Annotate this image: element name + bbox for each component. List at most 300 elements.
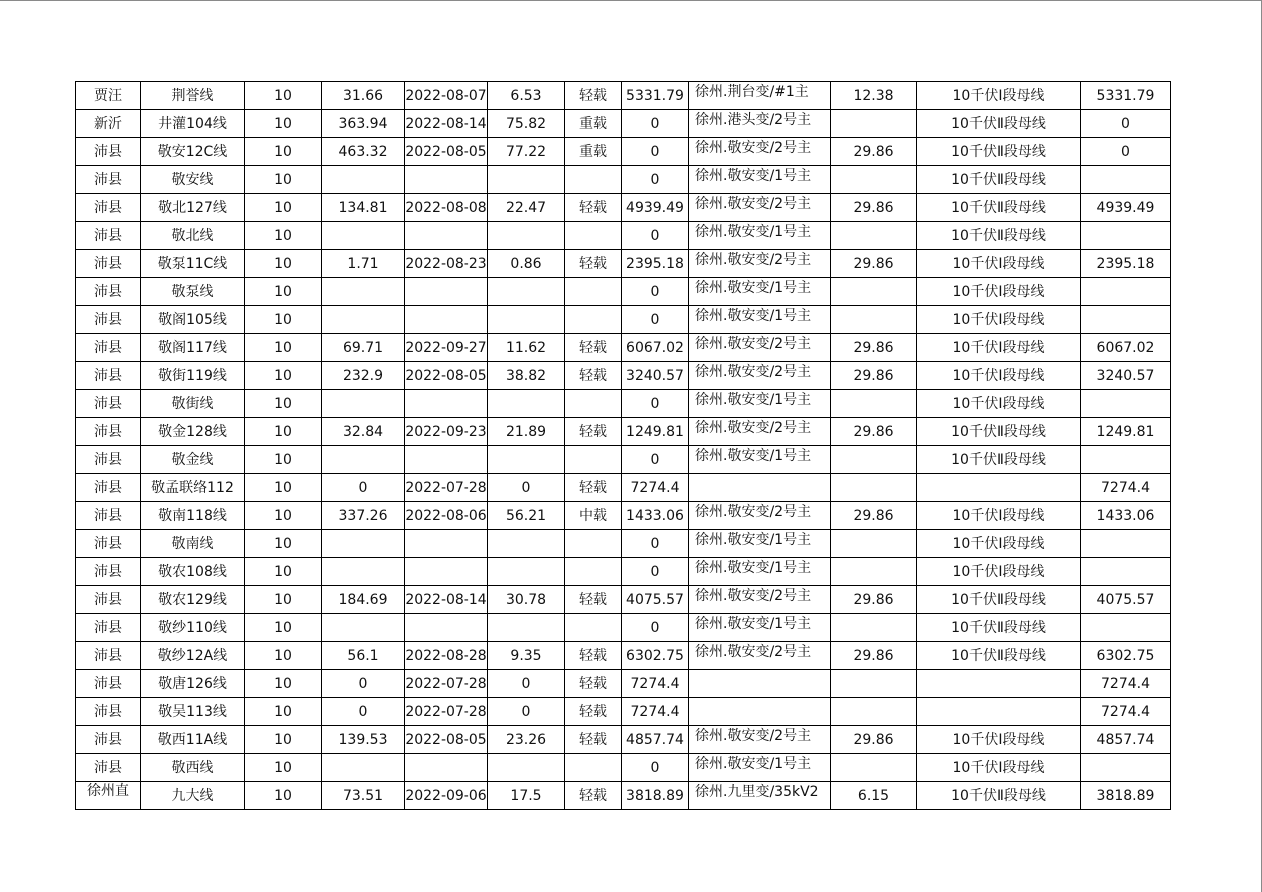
- line-name-cell: 敬安线: [141, 166, 245, 194]
- max-load-cell: 134.81: [322, 194, 405, 222]
- available-capacity-cell: 1433.06: [1081, 502, 1171, 530]
- max-load-cell: [322, 614, 405, 642]
- voltage-cell: 10: [245, 614, 322, 642]
- main-transformer-rate-cell: [831, 166, 917, 194]
- voltage-cell: 10: [245, 82, 322, 110]
- load-rate-cell: 56.21: [488, 502, 565, 530]
- main-transformer-rate-cell: 29.86: [831, 362, 917, 390]
- line-name-cell: 井灌104线: [141, 110, 245, 138]
- main-transformer-rate-cell: [831, 530, 917, 558]
- bus-section-cell: 10千伏Ⅰ段母线: [917, 390, 1081, 418]
- capacity-cell: 0: [622, 558, 689, 586]
- capacity-cell: 3818.89: [622, 782, 689, 810]
- date-cell: [405, 530, 488, 558]
- capacity-cell: 2395.18: [622, 250, 689, 278]
- bus-section-cell: 10千伏Ⅱ段母线: [917, 446, 1081, 474]
- load-status-cell: 轻载: [565, 670, 622, 698]
- load-status-cell: 轻载: [565, 82, 622, 110]
- county-cell: 沛县: [76, 362, 141, 390]
- source-transformer-cell: 徐州.敬安变/1号主: [689, 530, 831, 558]
- line-name-cell: 敬纱12A线: [141, 642, 245, 670]
- capacity-cell: 0: [622, 306, 689, 334]
- capacity-cell: 7274.4: [622, 474, 689, 502]
- max-load-cell: 184.69: [322, 586, 405, 614]
- bus-section-cell: 10千伏Ⅱ段母线: [917, 194, 1081, 222]
- line-name-cell: 敬金128线: [141, 418, 245, 446]
- available-capacity-cell: 6302.75: [1081, 642, 1171, 670]
- line-name-cell: 敬阁105线: [141, 306, 245, 334]
- capacity-cell: 0: [622, 530, 689, 558]
- date-cell: [405, 558, 488, 586]
- bus-section-cell: 10千伏Ⅱ段母线: [917, 782, 1081, 810]
- load-rate-cell: 0: [488, 670, 565, 698]
- load-status-cell: [565, 278, 622, 306]
- available-capacity-cell: 7274.4: [1081, 474, 1171, 502]
- available-capacity-cell: [1081, 222, 1171, 250]
- source-transformer-cell: 徐州.敬安变/2号主: [689, 362, 831, 390]
- capacity-cell: 4939.49: [622, 194, 689, 222]
- voltage-cell: 10: [245, 754, 322, 782]
- county-cell: 沛县: [76, 278, 141, 306]
- line-name-cell: 敬泵线: [141, 278, 245, 306]
- max-load-cell: 56.1: [322, 642, 405, 670]
- load-rate-cell: 30.78: [488, 586, 565, 614]
- source-transformer-cell: 徐州.荆台变/#1主: [689, 82, 831, 110]
- load-rate-cell: 0: [488, 474, 565, 502]
- line-name-cell: 敬西线: [141, 754, 245, 782]
- line-name-cell: 敬南118线: [141, 502, 245, 530]
- capacity-cell: 1433.06: [622, 502, 689, 530]
- load-status-cell: 轻载: [565, 334, 622, 362]
- table-row: [76, 670, 1171, 698]
- table-row: [76, 166, 1171, 194]
- main-transformer-rate-cell: [831, 474, 917, 502]
- max-load-cell: [322, 558, 405, 586]
- max-load-cell: [322, 306, 405, 334]
- county-cell: 沛县: [76, 194, 141, 222]
- max-load-cell: 69.71: [322, 334, 405, 362]
- table-row: [76, 194, 1171, 222]
- table-row: [76, 782, 1171, 810]
- available-capacity-cell: 7274.4: [1081, 670, 1171, 698]
- table-row: [76, 726, 1171, 754]
- table-row: [76, 138, 1171, 166]
- capacity-cell: 0: [622, 138, 689, 166]
- county-cell: 沛县: [76, 586, 141, 614]
- table-row: [76, 250, 1171, 278]
- max-load-cell: 363.94: [322, 110, 405, 138]
- date-cell: [405, 446, 488, 474]
- max-load-cell: 31.66: [322, 82, 405, 110]
- table-row: [76, 558, 1171, 586]
- available-capacity-cell: [1081, 306, 1171, 334]
- feeder-table: [75, 81, 1171, 810]
- main-transformer-rate-cell: 29.86: [831, 250, 917, 278]
- main-transformer-rate-cell: [831, 306, 917, 334]
- available-capacity-cell: [1081, 754, 1171, 782]
- available-capacity-cell: [1081, 390, 1171, 418]
- source-transformer-cell: 徐州.敬安变/2号主: [689, 194, 831, 222]
- available-capacity-cell: [1081, 558, 1171, 586]
- bus-section-cell: 10千伏Ⅱ段母线: [917, 110, 1081, 138]
- load-rate-cell: 75.82: [488, 110, 565, 138]
- county-cell: 沛县: [76, 222, 141, 250]
- date-cell: 2022-08-28: [405, 642, 488, 670]
- max-load-cell: 0: [322, 698, 405, 726]
- county-cell: 沛县: [76, 726, 141, 754]
- line-name-cell: 敬南线: [141, 530, 245, 558]
- max-load-cell: 0: [322, 670, 405, 698]
- load-rate-cell: 0: [488, 698, 565, 726]
- capacity-cell: 4075.57: [622, 586, 689, 614]
- load-rate-cell: 6.53: [488, 82, 565, 110]
- bus-section-cell: [917, 670, 1081, 698]
- line-name-cell: 敬北127线: [141, 194, 245, 222]
- source-transformer-cell: 徐州.敬安变/2号主: [689, 250, 831, 278]
- main-transformer-rate-cell: 29.86: [831, 418, 917, 446]
- source-transformer-cell: 徐州.敬安变/1号主: [689, 390, 831, 418]
- line-name-cell: 敬农129线: [141, 586, 245, 614]
- max-load-cell: 0: [322, 474, 405, 502]
- load-status-cell: [565, 754, 622, 782]
- max-load-cell: 1.71: [322, 250, 405, 278]
- max-load-cell: [322, 390, 405, 418]
- main-transformer-rate-cell: 29.86: [831, 138, 917, 166]
- voltage-cell: 10: [245, 138, 322, 166]
- source-transformer-cell: [689, 698, 831, 726]
- load-rate-cell: 0.86: [488, 250, 565, 278]
- bus-section-cell: [917, 698, 1081, 726]
- load-rate-cell: [488, 166, 565, 194]
- table-row: [76, 390, 1171, 418]
- voltage-cell: 10: [245, 334, 322, 362]
- bus-section-cell: 10千伏Ⅱ段母线: [917, 138, 1081, 166]
- table-row: [76, 362, 1171, 390]
- load-rate-cell: 17.5: [488, 782, 565, 810]
- load-rate-cell: [488, 530, 565, 558]
- capacity-cell: 0: [622, 222, 689, 250]
- table-row: [76, 586, 1171, 614]
- load-status-cell: 轻载: [565, 362, 622, 390]
- main-transformer-rate-cell: [831, 110, 917, 138]
- max-load-cell: [322, 530, 405, 558]
- bus-section-cell: 10千伏Ⅱ段母线: [917, 642, 1081, 670]
- line-name-cell: 敬吴113线: [141, 698, 245, 726]
- line-name-cell: 敬街119线: [141, 362, 245, 390]
- date-cell: 2022-08-05: [405, 362, 488, 390]
- county-cell: 沛县: [76, 502, 141, 530]
- date-cell: 2022-08-05: [405, 726, 488, 754]
- max-load-cell: 232.9: [322, 362, 405, 390]
- source-transformer-cell: 徐州.敬安变/1号主: [689, 446, 831, 474]
- available-capacity-cell: 0: [1081, 110, 1171, 138]
- main-transformer-rate-cell: 29.86: [831, 586, 917, 614]
- source-transformer-cell: 徐州.九里变/35kV2: [689, 782, 831, 810]
- load-status-cell: 重载: [565, 110, 622, 138]
- available-capacity-cell: 4857.74: [1081, 726, 1171, 754]
- date-cell: 2022-07-28: [405, 698, 488, 726]
- capacity-cell: 6067.02: [622, 334, 689, 362]
- county-cell: 沛县: [76, 642, 141, 670]
- line-name-cell: 九大线: [141, 782, 245, 810]
- source-transformer-cell: 徐州.敬安变/2号主: [689, 726, 831, 754]
- source-transformer-cell: 徐州.敬安变/2号主: [689, 502, 831, 530]
- main-transformer-rate-cell: [831, 754, 917, 782]
- source-transformer-cell: 徐州.敬安变/2号主: [689, 586, 831, 614]
- main-transformer-rate-cell: [831, 558, 917, 586]
- available-capacity-cell: 2395.18: [1081, 250, 1171, 278]
- voltage-cell: 10: [245, 474, 322, 502]
- voltage-cell: 10: [245, 726, 322, 754]
- max-load-cell: [322, 446, 405, 474]
- capacity-cell: 7274.4: [622, 698, 689, 726]
- table-row: [76, 334, 1171, 362]
- main-transformer-rate-cell: [831, 446, 917, 474]
- line-name-cell: 荆誉线: [141, 82, 245, 110]
- load-rate-cell: [488, 278, 565, 306]
- voltage-cell: 10: [245, 698, 322, 726]
- line-name-cell: 敬唐126线: [141, 670, 245, 698]
- county-cell: 新沂: [76, 110, 141, 138]
- available-capacity-cell: 3818.89: [1081, 782, 1171, 810]
- date-cell: [405, 278, 488, 306]
- load-status-cell: 轻载: [565, 474, 622, 502]
- bus-section-cell: 10千伏Ⅰ段母线: [917, 530, 1081, 558]
- date-cell: 2022-08-07: [405, 82, 488, 110]
- capacity-cell: 7274.4: [622, 670, 689, 698]
- available-capacity-cell: 4075.57: [1081, 586, 1171, 614]
- main-transformer-rate-cell: [831, 390, 917, 418]
- load-status-cell: 轻载: [565, 418, 622, 446]
- available-capacity-cell: [1081, 278, 1171, 306]
- load-rate-cell: 23.26: [488, 726, 565, 754]
- bus-section-cell: 10千伏Ⅰ段母线: [917, 558, 1081, 586]
- available-capacity-cell: 6067.02: [1081, 334, 1171, 362]
- voltage-cell: 10: [245, 558, 322, 586]
- date-cell: 2022-08-08: [405, 194, 488, 222]
- date-cell: 2022-09-23: [405, 418, 488, 446]
- capacity-cell: 6302.75: [622, 642, 689, 670]
- bus-section-cell: 10千伏Ⅱ段母线: [917, 418, 1081, 446]
- line-name-cell: 敬西11A线: [141, 726, 245, 754]
- county-cell: 沛县: [76, 390, 141, 418]
- source-transformer-cell: 徐州.敬安变/1号主: [689, 754, 831, 782]
- county-cell: 沛县: [76, 250, 141, 278]
- voltage-cell: 10: [245, 194, 322, 222]
- main-transformer-rate-cell: 29.86: [831, 194, 917, 222]
- available-capacity-cell: 0: [1081, 138, 1171, 166]
- county-cell: 沛县: [76, 474, 141, 502]
- date-cell: 2022-07-28: [405, 670, 488, 698]
- date-cell: [405, 614, 488, 642]
- county-cell: 沛县: [76, 558, 141, 586]
- source-transformer-cell: 徐州.敬安变/2号主: [689, 138, 831, 166]
- load-rate-cell: [488, 754, 565, 782]
- capacity-cell: 1249.81: [622, 418, 689, 446]
- date-cell: [405, 222, 488, 250]
- voltage-cell: 10: [245, 502, 322, 530]
- county-cell: 徐州直: [76, 782, 141, 810]
- voltage-cell: 10: [245, 222, 322, 250]
- load-rate-cell: [488, 222, 565, 250]
- capacity-cell: 4857.74: [622, 726, 689, 754]
- load-status-cell: 轻载: [565, 586, 622, 614]
- source-transformer-cell: 徐州.敬安变/2号主: [689, 334, 831, 362]
- capacity-cell: 3240.57: [622, 362, 689, 390]
- load-status-cell: [565, 166, 622, 194]
- bus-section-cell: 10千伏Ⅰ段母线: [917, 726, 1081, 754]
- bus-section-cell: 10千伏Ⅰ段母线: [917, 278, 1081, 306]
- available-capacity-cell: 4939.49: [1081, 194, 1171, 222]
- load-rate-cell: 77.22: [488, 138, 565, 166]
- line-name-cell: 敬纱110线: [141, 614, 245, 642]
- voltage-cell: 10: [245, 390, 322, 418]
- line-name-cell: 敬孟联络112: [141, 474, 245, 502]
- main-transformer-rate-cell: [831, 278, 917, 306]
- county-cell: 沛县: [76, 754, 141, 782]
- voltage-cell: 10: [245, 642, 322, 670]
- source-transformer-cell: [689, 474, 831, 502]
- available-capacity-cell: 7274.4: [1081, 698, 1171, 726]
- date-cell: 2022-08-14: [405, 586, 488, 614]
- voltage-cell: 10: [245, 670, 322, 698]
- bus-section-cell: 10千伏Ⅰ段母线: [917, 502, 1081, 530]
- source-transformer-cell: 徐州.敬安变/2号主: [689, 642, 831, 670]
- capacity-cell: 0: [622, 110, 689, 138]
- voltage-cell: 10: [245, 166, 322, 194]
- date-cell: 2022-08-06: [405, 502, 488, 530]
- voltage-cell: 10: [245, 418, 322, 446]
- available-capacity-cell: 5331.79: [1081, 82, 1171, 110]
- load-rate-cell: [488, 558, 565, 586]
- table-row: [76, 278, 1171, 306]
- table-row: [76, 698, 1171, 726]
- load-status-cell: [565, 390, 622, 418]
- max-load-cell: [322, 754, 405, 782]
- source-transformer-cell: [689, 670, 831, 698]
- load-status-cell: 轻载: [565, 698, 622, 726]
- load-rate-cell: [488, 306, 565, 334]
- available-capacity-cell: [1081, 446, 1171, 474]
- table-row: [76, 418, 1171, 446]
- voltage-cell: 10: [245, 446, 322, 474]
- county-cell: 沛县: [76, 334, 141, 362]
- bus-section-cell: 10千伏Ⅰ段母线: [917, 754, 1081, 782]
- county-cell: 沛县: [76, 138, 141, 166]
- date-cell: 2022-08-05: [405, 138, 488, 166]
- line-name-cell: 敬阁117线: [141, 334, 245, 362]
- source-transformer-cell: 徐州.港头变/2号主: [689, 110, 831, 138]
- bus-section-cell: 10千伏Ⅱ段母线: [917, 586, 1081, 614]
- table-row: [76, 502, 1171, 530]
- source-transformer-cell: 徐州.敬安变/1号主: [689, 278, 831, 306]
- load-status-cell: 轻载: [565, 642, 622, 670]
- table-row: [76, 474, 1171, 502]
- load-status-cell: [565, 614, 622, 642]
- main-transformer-rate-cell: [831, 222, 917, 250]
- load-status-cell: [565, 222, 622, 250]
- load-status-cell: [565, 446, 622, 474]
- bus-section-cell: 10千伏Ⅰ段母线: [917, 250, 1081, 278]
- bus-section-cell: 10千伏Ⅰ段母线: [917, 306, 1081, 334]
- table-row: [76, 642, 1171, 670]
- main-transformer-rate-cell: [831, 614, 917, 642]
- load-status-cell: 中载: [565, 502, 622, 530]
- bus-section-cell: 10千伏Ⅰ段母线: [917, 362, 1081, 390]
- bus-section-cell: 10千伏Ⅱ段母线: [917, 222, 1081, 250]
- main-transformer-rate-cell: 29.86: [831, 726, 917, 754]
- load-status-cell: 重载: [565, 138, 622, 166]
- voltage-cell: 10: [245, 110, 322, 138]
- main-transformer-rate-cell: 29.86: [831, 502, 917, 530]
- voltage-cell: 10: [245, 586, 322, 614]
- load-rate-cell: 38.82: [488, 362, 565, 390]
- page-frame-top: [0, 0, 1262, 1]
- date-cell: 2022-09-06: [405, 782, 488, 810]
- voltage-cell: 10: [245, 278, 322, 306]
- load-status-cell: 轻载: [565, 250, 622, 278]
- line-name-cell: 敬泵11C线: [141, 250, 245, 278]
- main-transformer-rate-cell: 12.38: [831, 82, 917, 110]
- main-transformer-rate-cell: [831, 698, 917, 726]
- county-cell: 沛县: [76, 614, 141, 642]
- max-load-cell: [322, 278, 405, 306]
- voltage-cell: 10: [245, 782, 322, 810]
- load-status-cell: [565, 558, 622, 586]
- voltage-cell: 10: [245, 530, 322, 558]
- load-status-cell: [565, 306, 622, 334]
- load-status-cell: 轻载: [565, 782, 622, 810]
- load-rate-cell: [488, 390, 565, 418]
- table-row: [76, 306, 1171, 334]
- max-load-cell: [322, 166, 405, 194]
- date-cell: 2022-08-14: [405, 110, 488, 138]
- capacity-cell: 5331.79: [622, 82, 689, 110]
- capacity-cell: 0: [622, 754, 689, 782]
- bus-section-cell: 10千伏Ⅰ段母线: [917, 334, 1081, 362]
- county-cell: 沛县: [76, 670, 141, 698]
- capacity-cell: 0: [622, 614, 689, 642]
- main-transformer-rate-cell: 29.86: [831, 642, 917, 670]
- date-cell: [405, 306, 488, 334]
- county-cell: 沛县: [76, 530, 141, 558]
- date-cell: 2022-08-23: [405, 250, 488, 278]
- load-rate-cell: 9.35: [488, 642, 565, 670]
- main-transformer-rate-cell: 29.86: [831, 334, 917, 362]
- max-load-cell: 463.32: [322, 138, 405, 166]
- line-name-cell: 敬北线: [141, 222, 245, 250]
- line-name-cell: 敬农108线: [141, 558, 245, 586]
- load-status-cell: 轻载: [565, 194, 622, 222]
- capacity-cell: 0: [622, 166, 689, 194]
- load-rate-cell: 21.89: [488, 418, 565, 446]
- load-rate-cell: 11.62: [488, 334, 565, 362]
- line-name-cell: 敬街线: [141, 390, 245, 418]
- voltage-cell: 10: [245, 362, 322, 390]
- load-status-cell: 轻载: [565, 726, 622, 754]
- bus-section-cell: 10千伏Ⅱ段母线: [917, 614, 1081, 642]
- max-load-cell: 139.53: [322, 726, 405, 754]
- date-cell: [405, 754, 488, 782]
- available-capacity-cell: 3240.57: [1081, 362, 1171, 390]
- capacity-cell: 0: [622, 446, 689, 474]
- main-transformer-rate-cell: 6.15: [831, 782, 917, 810]
- source-transformer-cell: 徐州.敬安变/1号主: [689, 166, 831, 194]
- max-load-cell: 32.84: [322, 418, 405, 446]
- available-capacity-cell: 1249.81: [1081, 418, 1171, 446]
- bus-section-cell: [917, 474, 1081, 502]
- source-transformer-cell: 徐州.敬安变/1号主: [689, 306, 831, 334]
